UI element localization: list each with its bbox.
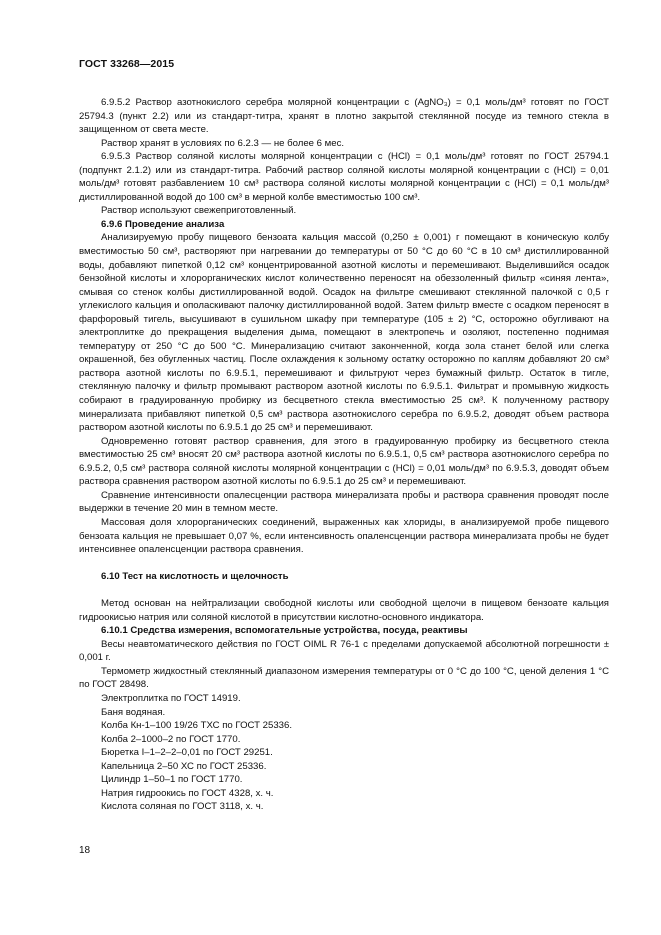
- document-body: [79, 96, 609, 814]
- paragraph-storage: Раствор хранят в условиях по 6.2.3 — не более 6 мес.: [101, 137, 345, 149]
- paragraph-analysis-procedure: Анализируемую пробу пищевого бензоата кальция массой (0,250 ± 0,001) г помещают в коническую колбу вместимостью 50 см³, растворяют при нагревании до температуры от 50 °С до 60 °С в 10 см³ дистиллированной воды, добавляют пипеткой 0,12 см³ концентрированной азотной кислоты и перемешивают. Выделившийся осадок бензойной кислоты и хлорорганических кислот количественно переносят на обеззоленный фильтр «синяя лента», смывая со стенок колбы дистиллированной водой. Осадок на фильтре смешивают стеклянной палочкой с 0,5 г углекислого кальция и ополаскивают палочку дистиллированной водой. Затем фильтр вместе с осадком переносят в фарфоровый тигель, высушивают в сушильном шкафу при температуре (105 ± 2) °С, осторожно обугливают на электроплитке до прекращения выделения дыма, помещают в электропечь и озоляют, постепенно поднимая температуру от 250 °С до 500 °С. Минерализацию считают законченной, когда зола станет белой или слегка окрашенной, без обугленных частиц. После охлаждения к зольному остатку осторожно по каплям добавляют 20 см³ раствора азотной кислоты по 6.9.5.1, перемешивают и фильтруют через бумажный фильтр. Остаток в тигле, стеклянную палочку и фильтр промывают раствором азотной кислоты по 6.9.5.1. Фильтрат и промывную жидкость собирают в градуированную пробирку из бесцветного стекла вместимостью 25 см³. К полученному раствору минерализата прибавляют пипеткой 0,5 см³ раствора азотнокислого серебра по 6.9.5.2, доводят объем раствора раствором азотной кислоты по 6.9.5.1 до 25 см³ и перемешивают.: [79, 232, 609, 434]
- heading-6-10: 6.10 Тест на кислотность и щелочность: [101, 570, 289, 582]
- list-item: Колба Кн-1–100 19/26 ТХС по ГОСТ 25336.: [101, 720, 293, 732]
- list-item: Баня водяная.: [101, 706, 166, 718]
- list-item: Капельница 2–50 ХС по ГОСТ 25336.: [101, 760, 267, 772]
- paragraph-6-9-5-2: 6.9.5.2 Раствор азотнокислого серебра молярной концентрации c (AgNO₃) = 0,1 моль/дм³ готовят по ГОСТ 25794.3 (пункт 2.2) или из стандарт-титра, хранят в плотно закрытой стеклянной посуде из темного стекла в защищенном от света месте.: [79, 97, 609, 136]
- paragraph-result: Массовая доля хлорорганических соединений, выраженных как хлориды, в анализируемой пробе пищевого бензоата кальция не превышает 0,07 %, если интенсивность опаленсценции раствора минерализата пробы не будет интенсивнее опаленсценции раствора сравнения.: [79, 516, 609, 556]
- paragraph-6-9-5-3: 6.9.5.3 Раствор соляной кислоты молярной концентрации c (HCl) = 0,1 моль/дм³ готовят по ГОСТ 25794.1 (подпункт 2.1.2) или из стандарт-титра. Рабочий раствор соляной кислоты молярной концентрации c (HCl) = 0,01 моль/дм³ готовят разбавлением 10 см³ раствора соляной кислоты молярной концентрации c (HCl) = 0,1 моль/дм³ дистиллированной водой до 100 см³ в мерной колбе вместимостью 100 см³.: [79, 151, 609, 203]
- heading-6-10-1: 6.10.1 Средства измерения, вспомогательные устройства, посуда, реактивы: [101, 625, 468, 637]
- list-item: Колба 2–1000–2 по ГОСТ 1770.: [101, 733, 241, 745]
- list-item: Бюретка I–1–2–2–0,01 по ГОСТ 29251.: [101, 747, 273, 759]
- paragraph-comparison: Сравнение интенсивности опалесценции раствора минерализата пробы и раствора сравнения проводят после выдержки в течение 20 мин в темном месте.: [79, 489, 609, 515]
- page-number: 18: [79, 845, 91, 856]
- list-item: Кислота соляная по ГОСТ 3118, х. ч.: [101, 801, 264, 813]
- equipment-list: [79, 692, 609, 814]
- paragraph-scales: Весы неавтоматического действия по ГОСТ OIML R 76-1 с пределами допускаемой абсолютной погрешности ± 0,001 г.: [79, 638, 609, 664]
- document-header: ГОСТ 33268—2015: [79, 58, 175, 70]
- paragraph-thermometer: Термометр жидкостный стеклянный диапазоном измерения температуры от 0 °С до 100 °С, ценой деления 1 °С по ГОСТ 28498.: [79, 665, 609, 691]
- list-item: Цилиндр 1–50–1 по ГОСТ 1770.: [101, 774, 243, 786]
- list-item: Натрия гидроокись по ГОСТ 4328, х. ч.: [101, 787, 274, 799]
- paragraph-method: Метод основан на нейтрализации свободной кислоты или свободной щелочи в пищевом бензоате кальция гидроокисью натрия или соляной кислотой в присутствии кислотно-основного индикатора.: [79, 598, 609, 623]
- heading-6-9-6: 6.9.6 Проведение анализа: [101, 218, 225, 230]
- paragraph-reference-solution: Одновременно готовят раствор сравнения, для этого в градуированную пробирку из бесцветного стекла вместимостью 25 см³ вносят 20 см³ раствора азотной кислоты по 6.9.5.1, 0,5 см³ раствора азотнокислого серебра по 6.9.5.2, 0,5 см³ раствора соляной кислоты молярной концентрации c (HCl) = 0,01 моль/дм³ по 6.9.5.3, доводят объем раствора сравнения раствором азотной кислоты по 6.9.5.1 до 25 см³ и перемешивают.: [79, 435, 609, 488]
- list-item: Электроплитка по ГОСТ 14919.: [101, 692, 241, 704]
- paragraph-fresh-solution: Раствор используют свежеприготовленный.: [101, 205, 297, 217]
